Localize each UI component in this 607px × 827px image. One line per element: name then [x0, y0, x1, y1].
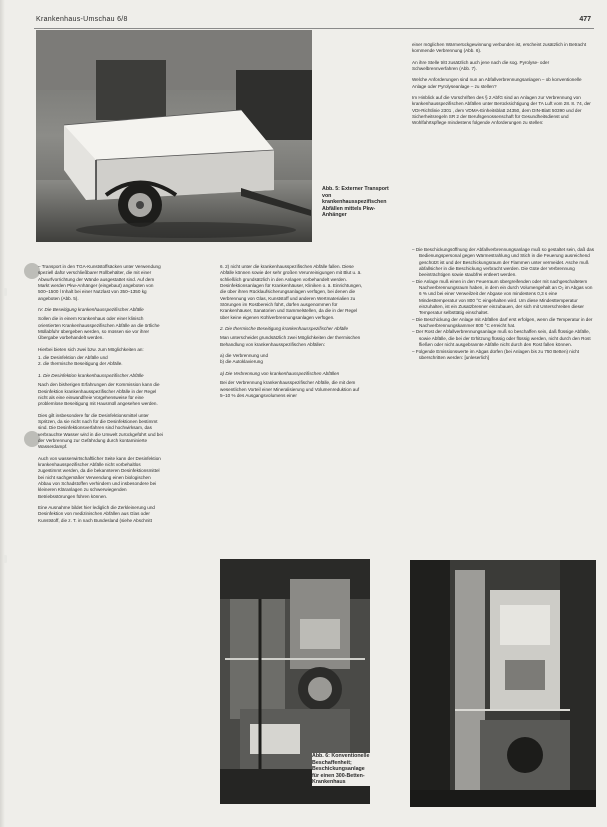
- requirement-item: – Die Anlage muß einen in den Feuerraum übergreifenden oder mit nachgeschaltetem Nachverbrennungsraum haben, in dem ein durch Volumengehalt an O₂ im Abgas von 6 % und bei einer Verweilzeit der Abgase von mindestens 0,3 s eine Mindesttemperatur von 800 °C eingehalten wird. Um diese Mindesttemperatur einzuhalten, ist ein Zusatzbrenner einzubauen, der sich mit Unterschreiten dieser Temperatur selbsttätig einschaltet.: [412, 278, 593, 316]
- binder-nub: [4, 555, 7, 563]
- paragraph: einer möglichen Wärmerückgewinnung verbunden ist, erscheint zusätzlich in Betracht kommende Verbrennung (Abb. 6).: [412, 42, 587, 54]
- paragraph: Auch von wasserwirtschaftlicher Seite kann der Desinfektion krankenhausspezifischer Abfälle nicht vorbehaltlos zugestimmt werden, da die bekannteren Desinfektionsmittel bei nicht sachgemäßer Verwendung einen biologischen Abbau von Schadstoffen verhindern und insbesondere bei kleineren Kläranlagen zu schwerwiegenden Betriebsstörungen führen können.: [38, 455, 161, 499]
- header-rule: [34, 28, 594, 29]
- text-column-2: [220, 264, 363, 404]
- paragraph: 6. 2) nicht unter die krankenhausspezifischen Abfälle fallen. Diese Abfälle können sowie der sehr großen Verunreinigungen mit Blut u. ä. schließlich grundsätzlich in den Anlagen vorbehandelt werden. Desinfektionsanlagen für Krankenhäuser, Kliniken o. ä. Einrichtungen, die über ihren Rücklaufsicherungsanlagen verfügen, bei denen die Verbrennung von Glas, Kunststoff und anderen Wertmaterialien zu Störungen im Rostbereich führt, dürfen ausgenommen für Krankenhäuser, Sanatorien und Sammelstellen, da die in der Regel über keine eigenen Kühlverbrennungsanlagen verfügen.: [220, 264, 363, 320]
- paragraph: Nach den bisherigen Erfahrungen der Kommission kann die Desinfektion krankenhausspezifischer Abfälle in der Regel nicht als eine einwandfreie Vorgehensweise für eine problemlose Beseitigung mit Hausmüll angesehen werden.: [38, 382, 160, 407]
- section-heading: 2. Die thermische Beseitigung krankenhausspezifischer Abfälle: [220, 326, 349, 332]
- text-column-1: [38, 264, 163, 529]
- trailer-illustration: [36, 30, 312, 242]
- requirement-item: – Der Rost der Abfallverbrennungsanlage muß so beschaffen sein, daß flüssige Abfälle, sowie Abfälle, die bei der Erhitzung flüssig oder flüssig werden, nicht durch den Rost fließen oder nicht ausgebrannte Abfälle nicht durch den Rost fallen können.: [412, 329, 591, 348]
- paragraph: Bei der Verbrennung krankenhausspezifischer Abfälle, die mit dem wesentlichen Vorteil einer Mineralisierung und Volumenreduktion auf 5–10 % des Ausgangsvolumens einer: [220, 380, 360, 398]
- paragraph: – Transport in den TGA-Kunststoffsäcken unter Verwendung speziell dafür verschließbarer Rollbehälter, die mit einer Abwurfvorrichtung der Wände ausgestattet sind. Auf dem Markt werden Pkw-Anhänger (eingebaut) angeboten von 500–1500 l Inhalt bei einer Nutzlast von 350–1350 kg angeboten (Abb. 5).: [38, 264, 161, 301]
- paragraph: Dies gilt insbesondere für die Desinfektionsmittel unter Spritzen, da sie nicht nach für die Desinfektionen bestimmt sind. Die Desinfektionsverfahren sind hochwirksam, das verbrauchte Wasser wird in die Umwelt zurückgeführt und bei der Verbrennung zur Gefährdung durch kontaminierte Wasserdampf.: [38, 412, 163, 450]
- paragraph: Sollen die in einem Krankenhaus oder einer klinisch orientierten Krankenhausspezifischen Abfälle an die örtliche Müllabfuhr übergeben werden, so müssen sie vor ihrer Übergabe vorbehandelt werden.: [38, 316, 160, 341]
- text-column-3-requirements: [412, 247, 596, 361]
- list-item: a) die Verbrennung und: [220, 353, 269, 359]
- list-item: 1. die Desinfektion der Abfälle und: [38, 355, 108, 361]
- running-header: Krankenhaus-Umschau 6/8: [36, 16, 128, 23]
- figure-6-caption: Abb. 6: Konventionelle Beschaffenheit; Beschickungsanlage für einen 300-Betten-Krankenhaus: [312, 753, 372, 786]
- list-item: 2. die thermische Beseitigung der Abfälle.: [38, 361, 123, 367]
- binder-nub: [4, 288, 7, 296]
- paragraph: An ihre Stelle tritt zusätzlich auch jene nach die sog. Pyrolyse- oder Schwelbrennverfahren (Abb. 7).: [412, 59, 550, 72]
- figure-5-trailer-photo: [36, 30, 312, 242]
- requirement-item: – Die Beschickung der Anlage mit Abfällen darf erst erfolgen, wenn die Temperatur in der Nachverbrennungskammer 800 °C erreicht hat.: [412, 316, 593, 329]
- paragraph: Man unterscheidet grundsätzlich zwei Möglichkeiten der thermischen Behandlung von krankenhausspezifischen Abfällen:: [220, 335, 361, 347]
- section-heading: IV. Die Beseitigung krankenhausspezifischer Abfälle: [38, 307, 144, 313]
- requirement-item: – Die Beschickungsöffnung der Abfallverbrennungsanlage muß so gestaltet sein, daß das Bedienungspersonal gegen Wärmestrahlung und Stich in die Feuerung ausreichend geschützt ist und der Beschickungsraum der Flammen unter vermeidet. Asche muß abfallsicher in die Beschickung verbracht werden. Die Güte der Verbrennung beeinträchtigen sowie staubfrei entleert werden.: [412, 247, 594, 278]
- section-heading: 1. Die Desinfektion krankenhausspezifischer Abfälle: [38, 372, 144, 378]
- section-heading: a) Die Verbrennung von krankenhausspezifischen Abfällen: [220, 370, 340, 376]
- paragraph: Eine Ausnahme bildet hier lediglich die Zerkleinerung und Desinfektion von medizinischen Abfällen aus Glas oder Kunststoff, die z. T. in nach Bundesland (siehe Abschnitt: [38, 505, 155, 523]
- incinerator-plant-illustration: [410, 560, 596, 807]
- figure-5-caption: Abb. 5: Externer Transport von krankenhausspezifischen Abfällen mittels Pkw-Anhänger: [322, 186, 389, 219]
- paragraph: Im Hinblick auf die Vorschriften des § 2 AbfG sind an Anlagen zur Verbrennung von krankenhausspezifischen Abfällen unter Berücksichtigung der TA Luft vom 28. 8. 74, der VDI-Richtlinie 2301 , dem VDMA-Einheitsblatt 24350, dem DIN-Blatt 50390 und der Sicherheitsregeln SR 2 der Berufsgenossenschaft für Gesundheitsdienst und Wohlfahrtspflege mindestens folgende Anforderungen zu stellen:: [412, 95, 591, 126]
- text-column-3-top: [412, 42, 595, 132]
- paragraph: Hierbei bieten sich zwei bzw. zum Möglichkeiten an:: [38, 346, 144, 352]
- list-item: b) die Autoklavierung: [220, 359, 263, 365]
- requirement-item: – Folgende Emissionswerte im Abgas dürfen (bei Anlagen bis zu 750 Betten) nicht überschritten werden: [unleserlich]: [412, 348, 580, 360]
- page-number: 477: [579, 16, 591, 23]
- figure-6-photo-right: [410, 560, 596, 807]
- scan-edge-shadow: [0, 0, 5, 827]
- paragraph: Welche Anforderungen sind nun an Abfallverbrennungsanlagen – ob konventionelle Anlage oder Pyrolyseanlage – zu stellen?: [412, 77, 582, 89]
